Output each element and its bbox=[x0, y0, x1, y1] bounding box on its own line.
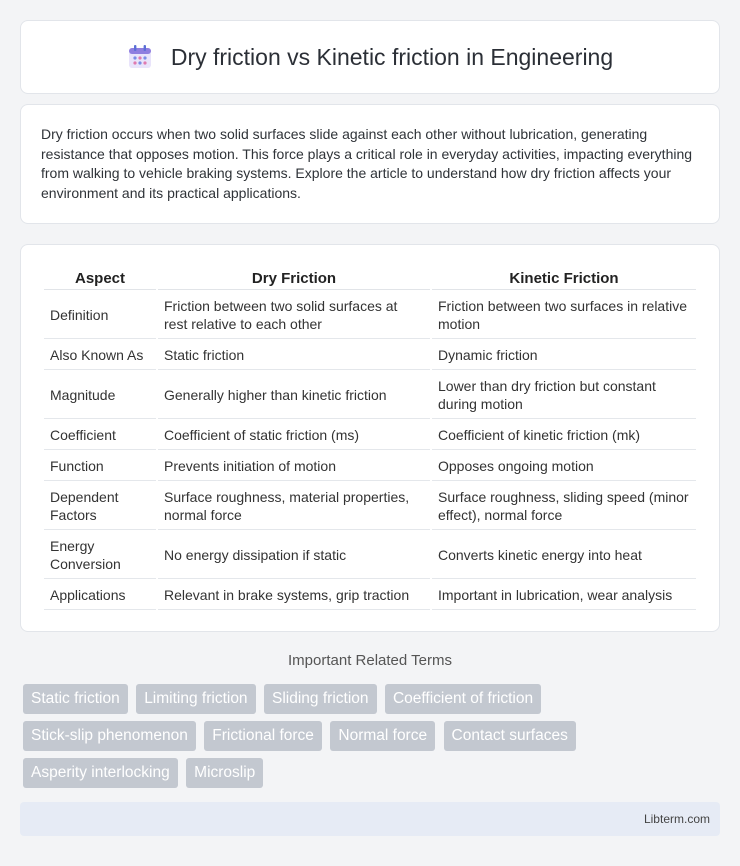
header-dry-friction: Dry Friction bbox=[158, 267, 430, 290]
term-chip[interactable]: Coefficient of friction bbox=[385, 684, 541, 714]
table-row bbox=[44, 292, 696, 339]
cell-dry: Friction between two solid surfaces at rest relative to each other bbox=[158, 292, 430, 339]
footer-site-link[interactable]: Libterm.com bbox=[643, 812, 710, 826]
cell-aspect: Magnitude bbox=[44, 372, 156, 419]
term-chip[interactable]: Frictional force bbox=[204, 721, 322, 751]
term-chip[interactable]: Asperity interlocking bbox=[23, 758, 178, 788]
intro-card bbox=[20, 104, 720, 224]
term-chip[interactable]: Stick-slip phenomenon bbox=[23, 721, 196, 751]
cell-aspect: Definition bbox=[44, 292, 156, 339]
calendar-icon bbox=[127, 44, 153, 70]
cell-dry: Generally higher than kinetic friction bbox=[158, 372, 430, 419]
cell-aspect: Applications bbox=[44, 581, 156, 610]
header-aspect: Aspect bbox=[44, 267, 156, 290]
cell-kinetic: Friction between two surfaces in relative motion bbox=[432, 292, 696, 339]
table-row bbox=[44, 532, 696, 579]
comparison-card bbox=[20, 244, 720, 632]
term-chip[interactable]: Microslip bbox=[186, 758, 263, 788]
cell-kinetic: Coefficient of kinetic friction (mk) bbox=[432, 421, 696, 450]
cell-aspect: Coefficient bbox=[44, 421, 156, 450]
term-chip[interactable]: Contact surfaces bbox=[444, 721, 576, 751]
table-row bbox=[44, 341, 696, 370]
cell-dry: No energy dissipation if static bbox=[158, 532, 430, 579]
cell-dry: Coefficient of static friction (ms) bbox=[158, 421, 430, 450]
cell-aspect: Dependent Factors bbox=[44, 483, 156, 530]
title-card bbox=[20, 20, 720, 94]
table-row bbox=[44, 581, 696, 610]
cell-aspect: Function bbox=[44, 452, 156, 481]
cell-kinetic: Opposes ongoing motion bbox=[432, 452, 696, 481]
term-chip[interactable]: Normal force bbox=[330, 721, 435, 751]
table-row bbox=[44, 421, 696, 450]
table-row bbox=[44, 372, 696, 419]
related-terms-list bbox=[22, 684, 722, 795]
cell-dry: Surface roughness, material properties, normal force bbox=[158, 483, 430, 530]
related-terms-title: Important Related Terms bbox=[288, 652, 452, 669]
intro-text: Dry friction occurs when two solid surfaces slide against each other without lubrication, generating resistance that opposes motion. This force plays a critical role in everyday activities, impacting everything from walking to vehicle braking systems. Explore the article to understand how dry friction affects your environment and its practical applications. bbox=[41, 126, 693, 201]
page-title: Dry friction vs Kinetic friction in Engineering bbox=[170, 43, 614, 70]
cell-kinetic: Lower than dry friction but constant during motion bbox=[432, 372, 696, 419]
comparison-table bbox=[42, 265, 698, 612]
cell-aspect: Also Known As bbox=[44, 341, 156, 370]
table-row bbox=[44, 483, 696, 530]
table-header-row bbox=[44, 267, 696, 290]
cell-aspect: Energy Conversion bbox=[44, 532, 156, 579]
term-chip[interactable]: Static friction bbox=[23, 684, 128, 714]
footer bbox=[20, 802, 720, 836]
cell-kinetic: Surface roughness, sliding speed (minor effect), normal force bbox=[432, 483, 696, 530]
cell-kinetic: Converts kinetic energy into heat bbox=[432, 532, 696, 579]
cell-dry: Relevant in brake systems, grip traction bbox=[158, 581, 430, 610]
term-chip[interactable]: Sliding friction bbox=[264, 684, 377, 714]
term-chip[interactable]: Limiting friction bbox=[136, 684, 255, 714]
table-row bbox=[44, 452, 696, 481]
cell-kinetic: Important in lubrication, wear analysis bbox=[432, 581, 696, 610]
cell-dry: Static friction bbox=[158, 341, 430, 370]
header-kinetic-friction: Kinetic Friction bbox=[432, 267, 696, 290]
cell-kinetic: Dynamic friction bbox=[432, 341, 696, 370]
cell-dry: Prevents initiation of motion bbox=[158, 452, 430, 481]
